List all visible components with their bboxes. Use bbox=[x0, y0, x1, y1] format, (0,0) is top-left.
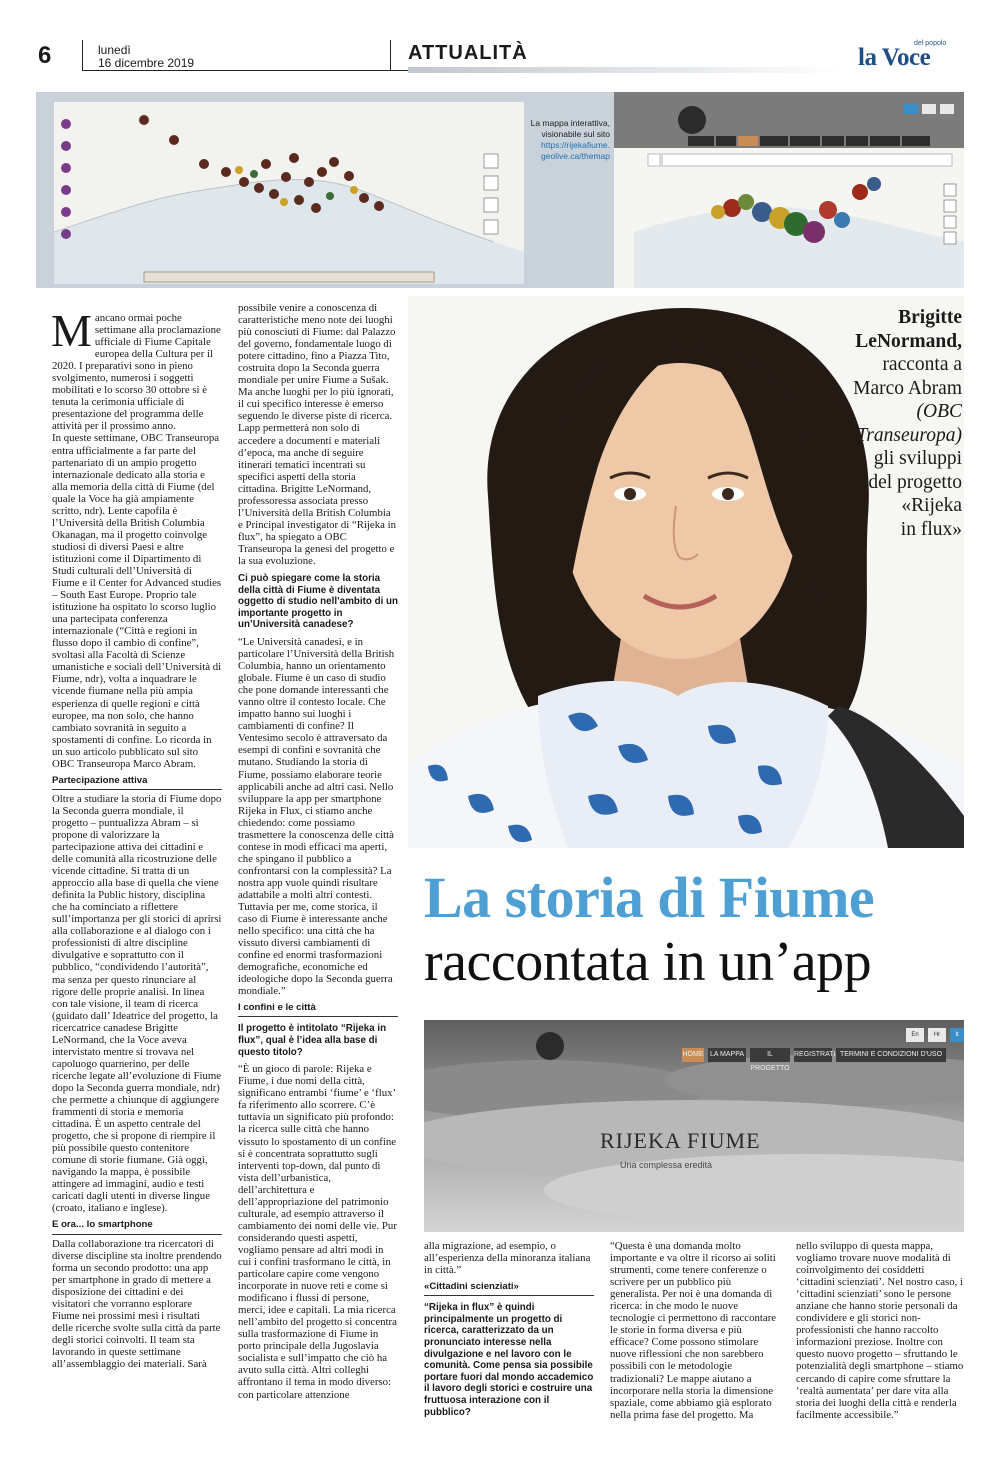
site-nav-terms[interactable]: TERMINI E CONDIZIONI D'USO bbox=[836, 1048, 946, 1062]
website-screenshot bbox=[424, 1020, 964, 1232]
subheading: Partecipazione attiva bbox=[52, 775, 222, 790]
article-paragraph: alla migrazione, ad esempio, o all’esperienza della minoranza italiana in città.” bbox=[424, 1240, 591, 1277]
drop-cap: M bbox=[51, 305, 92, 356]
caption-line: visionabile sul sito bbox=[541, 129, 610, 139]
article-paragraph: Mancano ormai poche settimane alla proclamazione ufficiale di Fiume Capitale europea della Cultura per il 2020. I preparativi sono in pieno svolgimento, numerosi i soggetti mobilitati e lo scorso 30 ottobre si è tenuta la cerimonia ufficiale di presentazione del programma delle attività per il prossimo anno. bbox=[51, 305, 221, 433]
site-nav-project[interactable]: IL PROGETTO bbox=[750, 1048, 790, 1062]
standfirst-line: «Rijeka bbox=[901, 495, 962, 516]
weekday: lunedì bbox=[98, 43, 131, 57]
site-nav-map[interactable]: LA MAPPA bbox=[708, 1048, 746, 1062]
standfirst-line: Marco Abram bbox=[853, 377, 962, 399]
article-paragraph: In queste settimane, OBC Transeuropa entra ufficialmente a far parte del partenariato di un ampio progetto internazionale dedicato alla storia e alla memoria della città di Fiume (del quale la Voce ha già ampiamente scritto, ndr). Lente capofila è l’Università della British Columbia Okanagan, ma il progetto coinvolge studiosi di diversi Paesi e altre istituzioni come il Dipartimento di Studi culturali dell’Università di Fiume e il Center for Advanced studies – South East Europe. Proprio tale istituzione ha ospitato lo scorso luglio una partecipata conferenza internazionale (“Città e regioni in flusso dopo il cambio di confine”, svoltasi alla Facoltà di Scienze umanistiche e sociali dell’Università di Fiume, ndr), volta a inquadrare le vicende fiumane nella più ampia esperienza di quelle regioni e città europee, ma non solo, che hanno cambiato sovranità in seguito a spostamenti di confine. Lo ricorda in un suo articolo pubblicato sul sito OBC Transeuropa Marco Abram. bbox=[52, 432, 222, 770]
date-text: 16 dicembre 2019 bbox=[98, 56, 195, 70]
subheading: E ora... lo smartphone bbox=[52, 1219, 222, 1234]
map-screenshot-left bbox=[54, 102, 524, 284]
map-caption bbox=[520, 118, 610, 162]
headline-line-2: raccontata in un’app bbox=[424, 931, 872, 993]
caption-line: La mappa interattiva, bbox=[530, 118, 610, 128]
page-number: 6 bbox=[38, 42, 52, 69]
lang-button[interactable]: Hr bbox=[928, 1028, 946, 1042]
standfirst-line: gli sviluppi bbox=[873, 448, 962, 469]
article-column-5 bbox=[796, 1240, 964, 1421]
newspaper-logo bbox=[858, 42, 968, 70]
logo-pre: del popolo bbox=[914, 40, 947, 47]
standfirst-name: LeNormand, bbox=[855, 330, 962, 352]
article-paragraph: Oltre a studiare la storia di Fiume dopo la Seconda guerra mondiale, il progetto – puntualizza Abram – si propone di valorizzare la partecipazione attiva dei cittadini e delle comunità alla ricostruzione delle vicende cittadine. Si tratta di un approccio alla base di quella che viene definita la Public history, disciplina che ha cominciato a riflettere sull’importanza per gli storici di aprirsi alla collaborazione e al dialogo con i professionisti di altre discipline divulgative e soprattutto con il pubblico, “condividendo l’autorità”, ma senza per questo rinunciare al rigore delle proprie analisi. In linea con tale visione, il team di ricerca (guidato dall’ Ideatrice del progetto, la ricercatrice canadese Brigitte LeNormand, che la Voce aveva intervistato mentre si trovava nel capoluogo quarnerino, per delle ricerche legate all’evoluzione di Fiume dopo la Seconda guerra mondiale, ndr) che permette a chiunque di aggiungere frammenti di storia e memoria cittadina. È un aspetto centrale del progetto, che si propone di riempire il più possibile questo contenitore comune di storie fiumane. Già oggi, navigando la mappa, è possibile attingere ad immagini, audio e testi caricati dagli utenti in diverse lingue (croato, italiano e inglese). bbox=[52, 792, 222, 1215]
article-paragraph: Dalla collaborazione tra ricercatori di diverse discipline sta inoltre prendendo forma un secondo prodotto: una app per smartphone in grado di mettere a disposizione dei cittadini e dei visitatori che vorranno esplorare Fiume nei prossimi mesi i risultati delle ricerche svolte sulla città da parte degli storici coinvolti. Il team sta lavorando in queste settimane all’assemblaggio dei materiali. Sarà bbox=[52, 1237, 222, 1370]
section-title: ATTUALITÀ bbox=[408, 42, 528, 64]
site-title: RIJEKA FIUME bbox=[600, 1128, 761, 1153]
site-subtitle: Una complessa eredità bbox=[620, 1160, 713, 1170]
article-paragraph: “Le Università canadesi, e in particolare l’Università della British Columbia, hanno un orientamento globale. Fiume è un caso di studio che pone domande interessanti che vanno oltre il contesto locale. Che impatto hanno sui luoghi i cambiamenti di confine? Il Ventesimo secolo è attraversato da esempi di confini e sovranità che mutano. Studiando la storia di Fiume, possiamo elaborare teorie applicabili anche ad altri casi. Nello sviluppare la app per smartphone Rijeka in Flux, ci stiamo anche chiedendo: come possiamo trasmettere la conoscenza delle città contese in modi efficaci ma aperti, che spingano il pubblico a confrontarsi con la complessità? La nostra app vuole quindi risultare adattabile a molti altri contesti. Tuttavia per me, come storica, il caso di Fiume è interessante anche nello specifico: una città che ha vissuto diversi cambiamenti di confine ed enormi trasformazioni demografiche, economiche ed ideologiche dopo la Seconda guerra mondiale.” bbox=[238, 636, 395, 998]
lang-button[interactable]: En bbox=[906, 1028, 924, 1042]
article-paragraph: nello sviluppo di questa mappa, vogliamo trovare nuove modalità di coinvolgimento dei cosiddetti ‘cittadini scienziati’. Nel nostro caso, i ‘cittadini scienziati’ sono le persone anziane che hanno storie personali da condividere e gli storici non-professionisti che hanno raccolto informazioni preziose. Inoltre con questo nuovo progetto – sfruttando le potenzialità degli smartphone – stiamo cercando di capire come sfruttare la ‘realtà aumentata’ per dare vita alla storia dei luoghi della città e renderla facilmente accessibile.” bbox=[796, 1240, 964, 1421]
standfirst-line: racconta a bbox=[882, 354, 962, 375]
lang-button[interactable]: It bbox=[950, 1028, 964, 1042]
article-column-1 bbox=[51, 305, 222, 1370]
headline-line-1: La storia di Fiume bbox=[424, 865, 875, 930]
article-column-4 bbox=[610, 1240, 778, 1421]
header-bar bbox=[408, 67, 848, 73]
subheading: I confini e le città bbox=[238, 1002, 398, 1017]
interview-question: Il progetto è intitolato “Rijeka in flux”, qual è l’idea alla base di questo titolo? bbox=[238, 1023, 387, 1058]
article-column-3 bbox=[424, 1240, 594, 1423]
issue-date bbox=[98, 44, 194, 70]
article-paragraph: “È un gioco di parole: Rijeka e Fiume, i due nomi della città, significano entrambi ‘fiume’ e ‘flux’ fa riferimento allo scorrere. C’è tuttavia un significato più profondo: la ricerca sulle città che hanno vissuto lo spostamento di un confine si è concentrata soprattutto sugli interventi top-down, dal punto di vista dell’urbanistica, dell’architettura e dell’appropriazione del patrimonio culturale, ad esempio attraverso il cambiamento dei nomi delle vie. Pur considerando questi aspetti, vogliamo pensare ad altri modi in cui i confini trasformano le città, in particolare capire come vengono incorporate in nuove reti e come si modificano i flussi di persone, merci, idee e capitali. La mia ricerca nell’ambito del progetto si concentra sulla trasformazione di Fiume in porto principale della Jugoslavia socialista e sull’impatto che ciò ha avuto sulla città. Altri colleghi affrontano il tema in modo diverso: con particolare attenzione bbox=[238, 1063, 397, 1401]
standfirst-line: (OBC bbox=[916, 401, 962, 422]
standfirst-line: del progetto bbox=[868, 471, 962, 493]
subheading: «Cittadini scienziati» bbox=[424, 1281, 594, 1296]
header-divider bbox=[390, 40, 391, 70]
article-column-2 bbox=[238, 302, 398, 1401]
map-screenshots-band bbox=[36, 92, 964, 288]
header-rule bbox=[82, 70, 410, 71]
interview-question: Ci può spiegare come la storia della città di Fiume è diventata oggetto di studio nell’ambito di un importante progetto in un’Università canadese? bbox=[238, 573, 398, 631]
caption-link[interactable]: geolive.ca/themap bbox=[541, 151, 610, 161]
header-divider bbox=[82, 40, 83, 70]
article-paragraph: possibile venire a conoscenza di caratteristiche meno note dei luoghi più conosciuti di Fiume: dal Palazzo del governo, fondamentale luogo di potere cittadino, fino a Piazza Tito, costruita dopo la Seconda guerra mondiale per unire Fiume a Sušak. Ma anche luoghi per lo più ignorati, il cui specifico interesse è emerso seguendo le diverse piste di ricerca. Lapp permetterà non solo di accedere a documenti e materiali d’epoca, ma anche di seguire itinerari tematici incentrati su specifici aspetti della storia cittadina. Brigitte LeNormand, professoressa associata presso l’Università della British Columbia e Principal investigator di “Rijeka in flux”, ha spiegato a OBC Transeuropa la genesi del progetto e la sua evoluzione. bbox=[238, 302, 397, 567]
standfirst bbox=[790, 306, 962, 541]
article-paragraph: “Questa è una domanda molto importante e va oltre il ricorso ai soliti strumenti, come tenere conferenze o scrivere per un pubblico più generalista. Per noi è una domanda di ricerca: in che modo le nuove tecnologie ci permettono di raccontare le storie in forma diversa e più efficace? Come possono stimolare nuove riflessioni che non sarebbero possibili con le metodologie tradizionali? Le mappe aiutano a incorporare nella storia la dimensione spaziale, come abbiamo già esplorato nella prima fase del progetto. Ma bbox=[610, 1240, 777, 1421]
logo-main: la Voce bbox=[858, 44, 931, 71]
interview-question: “Rijeka in flux” è quindi principalmente un progetto di ricerca, caratterizzato da un pronunciato interesse nella divulgazione e nel lavoro con le comunità. Come pensa sia possibile portare fuori dal mondo accademico il lavoro degli storici e costruire una fruttuosa interazione con il pubblico? bbox=[424, 1302, 594, 1418]
map-screenshot-right bbox=[614, 92, 964, 288]
standfirst-line: Transeuropa) bbox=[856, 424, 962, 446]
caption-link[interactable]: https://rijekafiume. bbox=[541, 140, 610, 150]
coastline-map bbox=[54, 102, 524, 284]
site-nav-home[interactable]: HOME bbox=[682, 1048, 704, 1062]
standfirst-line: in flux» bbox=[900, 518, 962, 540]
standfirst-name: Brigitte bbox=[898, 307, 962, 328]
web-map-screenshot bbox=[614, 92, 964, 288]
site-nav-register[interactable]: REGISTRATI bbox=[794, 1048, 832, 1062]
